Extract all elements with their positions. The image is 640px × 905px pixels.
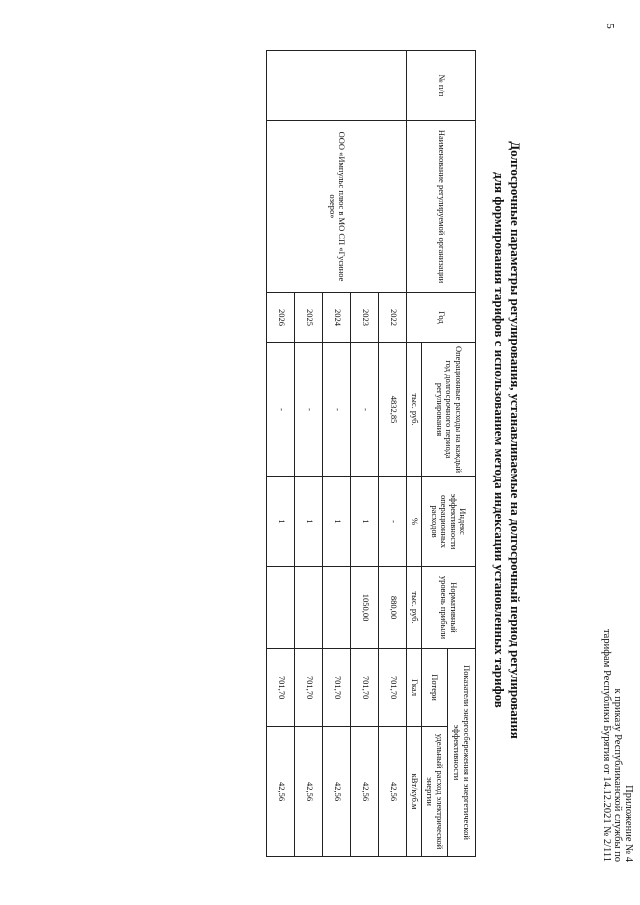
cell-losses: 701,70 <box>379 649 407 727</box>
cell-specific: 42,56 <box>295 727 323 857</box>
cell-specific: 42,56 <box>351 727 379 857</box>
cell-specific: 42,56 <box>379 727 407 857</box>
header-opex: Операционные расходы на каждый год долгосрочного периода регулирования <box>422 343 476 477</box>
cell-year: 2026 <box>267 293 295 343</box>
cell-index: 1 <box>295 477 323 567</box>
unit-index: % <box>407 477 422 567</box>
cell-losses: 701,70 <box>295 649 323 727</box>
header-specific-consumption: удельный расход электрической энергии <box>422 727 448 857</box>
cell-specific: 42,56 <box>323 727 351 857</box>
cell-organization: ООО «Импульс плюс в МО СП «Гусиное озеро» <box>267 121 407 293</box>
cell-losses: 701,70 <box>267 649 295 727</box>
table-row <box>379 51 407 857</box>
appendix-line-3: тарифам Республики Бурятия от 14.12.2021 № 2/111 <box>601 628 612 862</box>
parameters-table <box>267 50 477 857</box>
appendix-note <box>601 572 634 862</box>
header-energy-indicators: Показатели энергосбережения и энергетической эффективности <box>448 649 476 857</box>
cell-year: 2025 <box>295 293 323 343</box>
document-title <box>491 30 523 850</box>
header-efficiency-index: Индекс эффективности операционных расходов <box>422 477 476 567</box>
cell-year: 2023 <box>351 293 379 343</box>
unit-losses: Гкал <box>407 649 422 727</box>
cell-num <box>267 51 407 121</box>
cell-profit <box>323 567 351 649</box>
cell-index: 1 <box>267 477 295 567</box>
header-num: № п/п <box>407 51 476 121</box>
unit-profit: тыс. руб. <box>407 567 422 649</box>
header-organization: Наименование регулируемой организации <box>407 121 476 293</box>
appendix-line-2: к приказу Республиканской службы по <box>612 688 623 862</box>
cell-opex: 4832,85 <box>379 343 407 477</box>
cell-opex: - <box>323 343 351 477</box>
cell-year: 2022 <box>379 293 407 343</box>
cell-losses: 701,70 <box>351 649 379 727</box>
cell-profit <box>267 567 295 649</box>
page-number: 5 <box>603 23 616 29</box>
cell-profit <box>295 567 323 649</box>
header-year: Год <box>407 293 476 343</box>
title-line-1: Долгосрочные параметры регулирования, устанавливаемые на долгосрочный период регулирования <box>508 141 523 739</box>
cell-index: 1 <box>323 477 351 567</box>
cell-losses: 701,70 <box>323 649 351 727</box>
cell-profit: 880,00 <box>379 567 407 649</box>
unit-specific: кВт/куб.м <box>407 727 422 857</box>
unit-opex: тыс. руб. <box>407 343 422 477</box>
cell-year: 2024 <box>323 293 351 343</box>
cell-specific: 42,56 <box>267 727 295 857</box>
title-line-2: для формирования тарифов с использованием метода индексации установленных тарифов <box>492 172 507 708</box>
cell-opex: - <box>351 343 379 477</box>
appendix-line-1: Приложение № 4 <box>623 785 634 862</box>
cell-opex: - <box>267 343 295 477</box>
header-profit: Нормативный уровень прибыли <box>422 567 476 649</box>
header-losses: Потери <box>422 649 448 727</box>
cell-index: 1 <box>351 477 379 567</box>
cell-index: - <box>379 477 407 567</box>
cell-opex: - <box>295 343 323 477</box>
cell-profit: 1050,00 <box>351 567 379 649</box>
